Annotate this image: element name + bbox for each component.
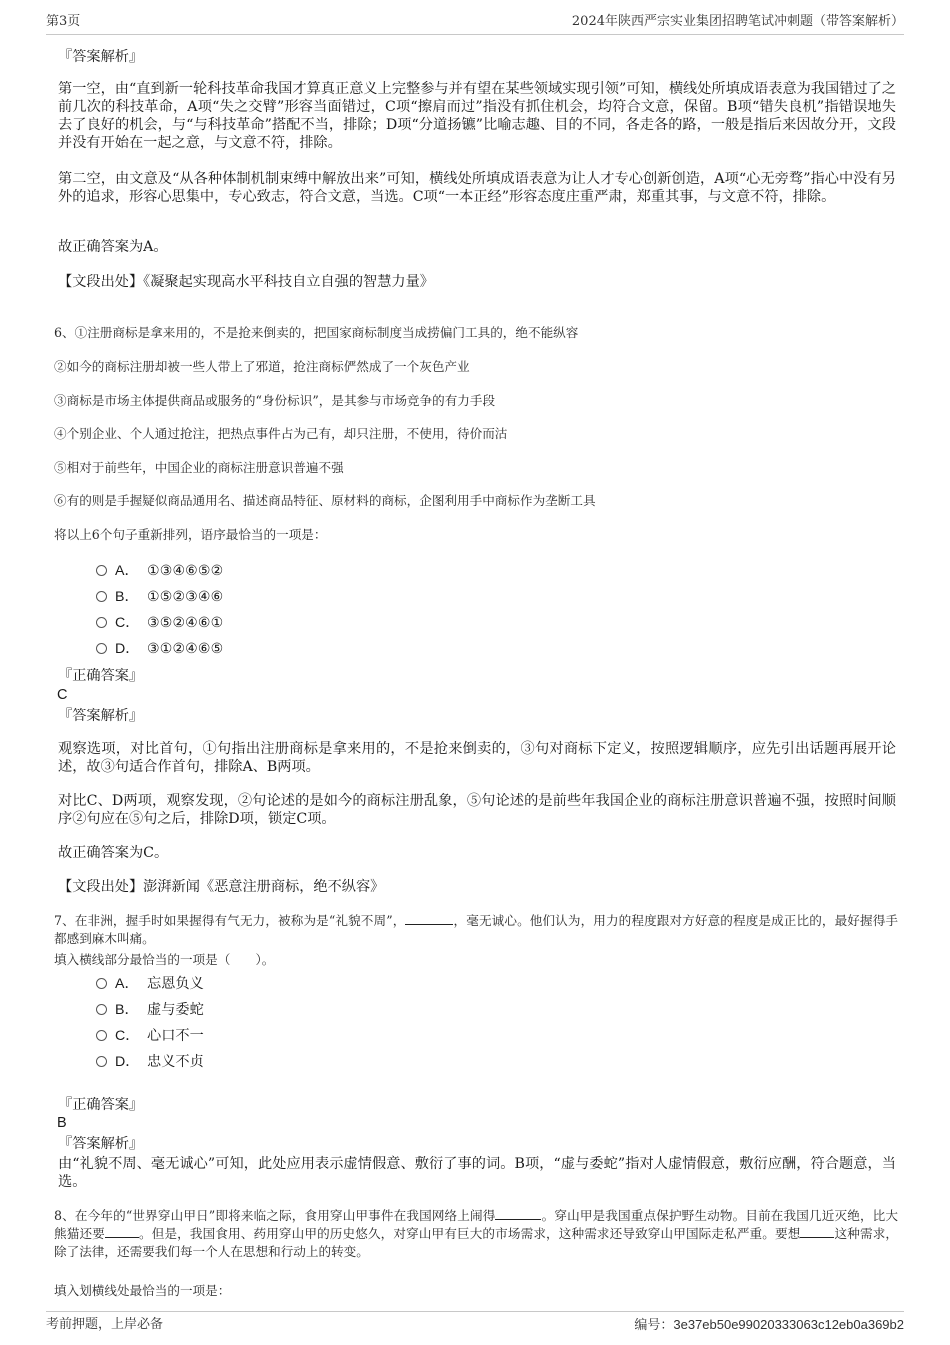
q6-sentence-6: ⑥有的则是手握疑似商品通用名、描述商品特征、原材料的商标，企图利用手中商标作为垄断工具 <box>54 493 596 508</box>
q8-stem: 8、在今年的“世界穿山甲日”即将来临之际，食用穿山甲事件在我国网络上闹得 。穿山甲是我国重点保护野生动物。目前在我国几近灭绝，比大熊猫还要 。但是，我国食用、药用穿山甲的历史悠久，对穿山甲有巨大的市场需求，这种需求还导致穿山甲国际走私严重。要想 这种需求，除了法律，还需要我们每一个人在思想和行动上的转变。 <box>54 1208 899 1259</box>
radio-icon[interactable] <box>96 643 107 654</box>
q5-source: 【文段出处】《凝聚起实现高水平科技自立自强的智慧力量》 <box>58 274 434 290</box>
q6-option-b[interactable]: B． ①⑤②③④⑥ <box>96 587 223 607</box>
q6-source: 【文段出处】澎湃新闻《恶意注册商标，绝不纵容》 <box>58 879 385 895</box>
q7-option-b[interactable]: B． 虚与委蛇 <box>96 1000 204 1020</box>
q7-option-d[interactable]: D． 忠义不贞 <box>96 1052 204 1072</box>
q7-stem: 7、在非洲，握手时如果握得有气无力，被称为是“礼貌不周”， ，毫无诚心。他们认为，用力的程度跟对方好意的程度是成正比的，最好握得手都感到麻木叫痛。 <box>54 913 899 946</box>
blank <box>405 912 453 925</box>
q6-sentence-3: ③商标是市场主体提供商品或服务的“身份标识”，是其参与市场竞争的有力手段 <box>54 393 496 408</box>
page-header <box>46 12 904 35</box>
radio-icon[interactable] <box>96 1030 107 1041</box>
page-footer <box>46 1311 904 1332</box>
q7-answer-label: 『正确答案』 <box>58 1097 144 1113</box>
q7-option-a[interactable]: A． 忘恩负义 <box>96 974 204 994</box>
q6-prompt: 将以上6个句子重新排列，语序最恰当的一项是： <box>54 527 327 542</box>
q7-option-c[interactable]: C． 心口不一 <box>96 1026 204 1046</box>
document-code: 编号：3e37eb50e99020333063c12eb0a369b2 <box>634 1317 904 1332</box>
radio-icon[interactable] <box>96 565 107 576</box>
q5-analysis-paragraph-2: 第二空，由文意及“从各种体制机制束缚中解放出来”可知，横线处所填成语表意为让人才专心创新创造，A项“心无旁骛”指心中没有另外的追求，形容心思集中，专心致志，符合文意，当选。C项“一本正经”形容态度庄重严肃，郑重其事，与文意不符，排除。 <box>58 171 896 205</box>
q6-option-a[interactable]: A． ①③④⑥⑤② <box>96 561 223 581</box>
radio-icon[interactable] <box>96 617 107 628</box>
q5-conclusion: 故正确答案为A。 <box>58 239 168 255</box>
q7-answer: B <box>57 1115 67 1131</box>
q6-option-c[interactable]: C． ③⑤②④⑥① <box>96 613 223 633</box>
q6-option-d[interactable]: D． ③①②④⑥⑤ <box>96 639 223 659</box>
q6-analysis-paragraph-2: 对比C、D两项，观察发现，②句论述的是如今的商标注册乱象，⑤句论述的是前些年我国企业的商标注册意识普遍不强，按照时间顺序②句应在⑤句之后，排除D项，锁定C项。 <box>58 793 896 827</box>
q6-sentence-2: ②如今的商标注册却被一些人带上了邪道，抢注商标俨然成了一个灰色产业 <box>54 359 470 374</box>
q6-analysis-paragraph-1: 观察选项，对比首句，①句指出注册商标是拿来用的，不是抢来倒卖的，③句对商标下定义，按照逻辑顺序，应先引出话题再展开论述，故③句适合作首句，排除A、B两项。 <box>58 741 896 775</box>
q6-answer: C <box>57 687 68 703</box>
q6-answer-label: 『正确答案』 <box>58 668 144 684</box>
blank <box>800 1225 834 1238</box>
radio-icon[interactable] <box>96 1056 107 1067</box>
q5-analysis-label: 『答案解析』 <box>58 49 144 65</box>
q6-conclusion: 故正确答案为C。 <box>58 845 169 861</box>
radio-icon[interactable] <box>96 978 107 989</box>
blank <box>105 1225 139 1238</box>
q6-analysis-label: 『答案解析』 <box>58 708 144 724</box>
q6-sentence-1: 6、①注册商标是拿来用的，不是抢来倒卖的，把国家商标制度当成捞偏门工具的，绝不能纵容 <box>54 325 579 340</box>
document-title: 2024年陕西严宗实业集团招聘笔试冲刺题（带答案解析） <box>571 14 904 29</box>
q7-analysis: 由“礼貌不周、毫无诚心”可知，此处应用表示虚情假意、敷衍了事的词。B项，“虚与委蛇”指对人虚情假意，敷衍应酬，符合题意，当选。 <box>58 1156 896 1190</box>
footer-slogan: 考前押题，上岸必备 <box>46 1317 164 1332</box>
radio-icon[interactable] <box>96 591 107 602</box>
q7-analysis-label: 『答案解析』 <box>58 1136 144 1152</box>
q8-prompt: 填入划横线处最恰当的一项是： <box>54 1283 231 1298</box>
q6-sentence-5: ⑤相对于前些年，中国企业的商标注册意识普遍不强 <box>54 460 344 475</box>
page-number: 第3页 <box>46 14 81 29</box>
blank <box>495 1207 541 1220</box>
q5-analysis-paragraph-1: 第一空，由“直到新一轮科技革命我国才算真正意义上完整参与并有望在某些领域实现引领”可知，横线处所填成语表意为我国错过了之前几次的科技革命，A项“失之交臂”形容当面错过，C项“擦肩而过”指没有抓住机会，均符合文意，保留。B项“错失良机”指错误地失去了良好的机会，与“与科技革命”搭配不当，排除；D项“分道扬镳”比喻志趣、目的不同，各走各的路，一般是指后来因故分开，文段并没有开始在一起之意，与文意不符，排除。 <box>58 81 896 151</box>
q6-sentence-4: ④个别企业、个人通过抢注，把热点事件占为己有，却只注册，不使用，待价而沽 <box>54 426 508 441</box>
radio-icon[interactable] <box>96 1004 107 1015</box>
q7-prompt: 填入横线部分最恰当的一项是（ ）。 <box>54 952 275 967</box>
